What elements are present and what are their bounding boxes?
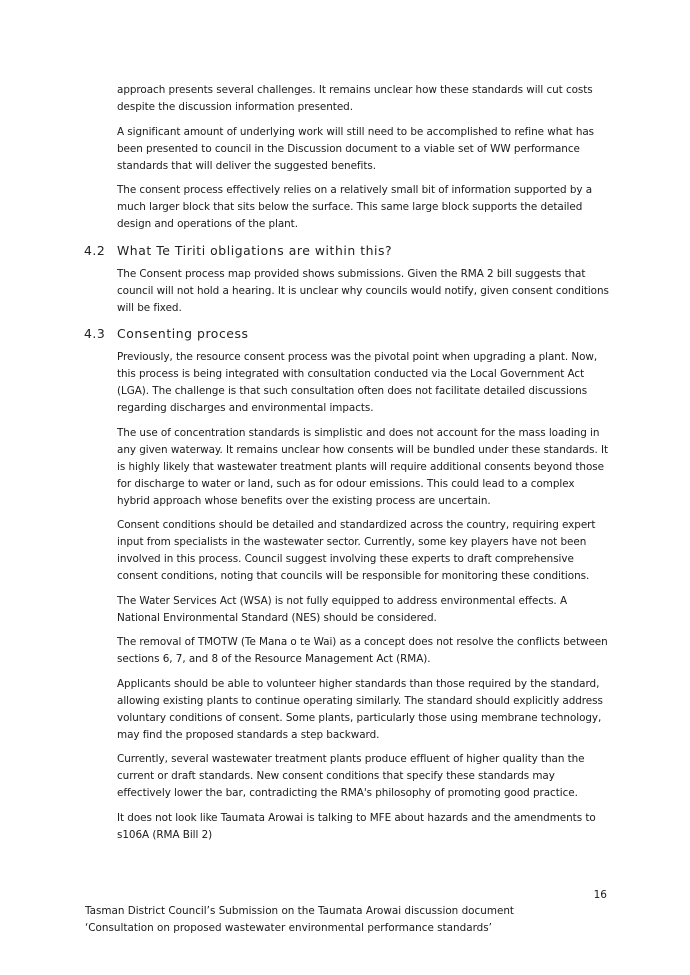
- paragraph: The Water Services Act (WSA) is not fully equipped to address environmental effects. A National Environmental Standard (NES) should be considered.: [117, 594, 568, 624]
- section-number: 4.3: [84, 326, 106, 341]
- section-heading-4-2: [84, 241, 609, 260]
- paragraph: It does not look like Taumata Arowai is talking to MFE about hazards and the amendments to s106A (RMA Bill 2): [117, 811, 596, 841]
- paragraph: The consent process effectively relies on a relatively small bit of information supported by a much larger block that sits below the surface. This same large block supports the detailed design and operations of the plant.: [117, 184, 593, 230]
- paragraph: Previously, the resource consent process was the pivotal point when upgrading a plant. Now, this process is being integrated with consultation conducted via the Local Government Act (LGA). The challenge is that such consultation often does not facilitate detailed discussions regarding discharges and environmental impacts.: [117, 351, 598, 414]
- footer-line: ‘Consultation on proposed wastewater environmental performance standards’: [85, 921, 492, 934]
- paragraph: approach presents several challenges. It remains unclear how these standards will cut costs despite the discussion information presented.: [117, 84, 593, 113]
- paragraph: Applicants should be able to volunteer higher standards than those required by the standard, allowing existing plants to continue operating similarly. The standard should explicitly address voluntary conditions of consent. Some plants, particularly those using membrane technology, may find the proposed standards a step backward.: [117, 677, 603, 741]
- page-footer: [85, 903, 625, 936]
- paragraph: The Consent process map provided shows submissions. Given the RMA 2 bill suggests that council will not hold a hearing. It is unclear why councils would notify, given consent conditions will be fixed.: [117, 267, 609, 314]
- body-text: [84, 82, 609, 851]
- paragraph: The use of concentration standards is simplistic and does not account for the mass loading in any given waterway. It remains unclear how consents will be bundled under these standards. It is highly likely that wastewater treatment plants will require additional consents beyond those for discharge to water or land, such as for odour emissions. This could lead to a complex hybrid approach whose benefits over the existing process are uncertain.: [117, 426, 609, 507]
- footer-line: Tasman District Council’s Submission on the Taumata Arowai discussion document: [85, 905, 514, 917]
- paragraph: Currently, several wastewater treatment plants produce effluent of higher quality than the current or draft standards. New consent conditions that specify these standards may effectively lower the bar, contradicting the RMA's philosophy of promoting good practice.: [117, 753, 585, 799]
- section-number: 4.2: [84, 242, 106, 258]
- paragraph: Consent conditions should be detailed and standardized across the country, requiring expert input from specialists in the wastewater sector. Currently, some key players have not been involved in this process. Council suggest involving these experts to draft comprehensive consent conditions, noting that councils will be responsible for monitoring these conditions.: [117, 519, 596, 582]
- paragraph: The removal of TMOTW (Te Mana o te Wai) as a concept does not resolve the conflicts between sections 6, 7, and 8 of the Resource Management Act (RMA).: [117, 636, 608, 665]
- section-title: What Te Tiriti obligations are within this?: [117, 242, 393, 258]
- paragraph: A significant amount of underlying work will still need to be accomplished to refine what has been presented to council in the Discussion document to a viable set of WW performance standards that will deliver the suggested benefits.: [117, 125, 595, 172]
- page-number: 16: [593, 889, 607, 901]
- section-title: Consenting process: [117, 326, 249, 341]
- section-heading-4-3: [84, 324, 609, 343]
